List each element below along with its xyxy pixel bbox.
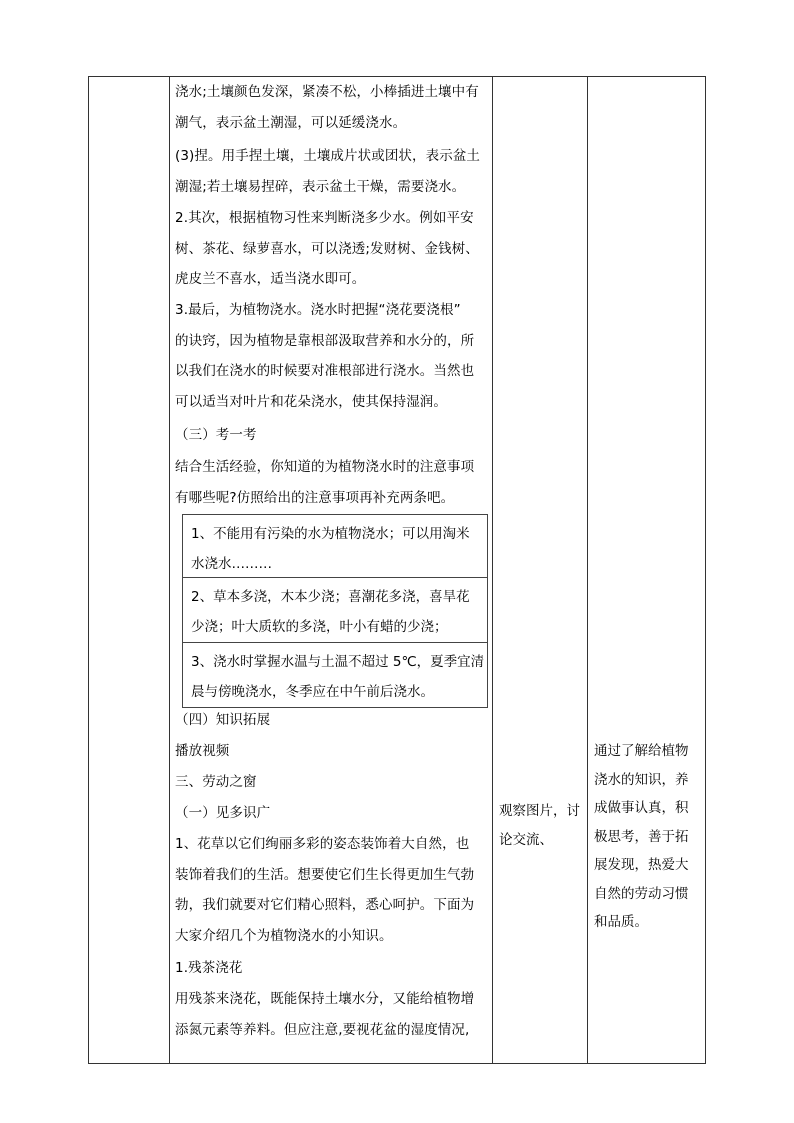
text-line: 3.最后，为植物浇水。浇水时把握“浇花要浇根” [175,302,461,318]
heading-leftover-tea [175,953,491,984]
text-line: 装饰着我们的生活。想要使它们生长得更加生气勃 [175,866,475,883]
text-line: 有哪些呢?仿照给出的注意事项再补充两条吧。 [175,489,455,506]
text-line: 可以适当对叶片和花朵浇水，使其保持湿润。 [175,393,447,410]
text-play-video [175,736,491,767]
text-line: 1.残茶浇花 [175,960,243,976]
text-line: 展发现，热爱大 [594,857,689,873]
note-cell [183,515,487,578]
design-intent-text [594,737,689,937]
paragraph-habit [175,203,491,295]
text-line: 2、草本多浇，木本少浇；喜潮花多浇，喜旱花 [191,589,470,605]
text-line: 和品质。 [594,914,648,930]
heading-quiz [175,420,491,451]
paragraph-soil-check [175,77,491,138]
heading-knowledge-extension [175,705,491,736]
text-line: 通过了解给植物 [594,743,689,759]
note-cell [183,578,487,643]
heading-labor-window [175,767,491,798]
text-line: 成做事认真，积 [594,800,689,816]
text-line: 虎皮兰不喜水，适当浇水即可。 [175,271,366,287]
text-line: 1、花草以它们绚丽多彩的姿态装饰着大自然，也 [175,836,470,852]
text-line: 的诀窍，因为植物是靠根部汲取营养和水分的，所 [175,332,475,349]
text-line: 潮湿;若土壤易捏碎，表示盆土干燥，需要浇水。 [175,178,466,195]
text-line: 添氮元素等养料。但应注意,要视花盆的湿度情况, [175,1021,470,1038]
text-line: 观察图片，讨 [499,803,580,819]
student-activity-column [493,77,587,1063]
text-line: 浇水的知识，养 [594,771,689,788]
text-line: 论交流、 [499,831,553,848]
student-activity-text [499,797,580,854]
text-line: 少浇；叶大质软的多浇，叶小有蜡的少浇； [191,619,448,635]
teaching-content-column [170,77,492,1063]
paragraph-flowers [175,829,491,951]
text-line: 三、劳动之窗 [175,774,257,790]
text-line: 用残茶来浇花，既能保持土壤水分，又能给植物增 [175,991,475,1007]
text-line: （四）知识拓展 [175,712,271,728]
text-line: 结合生活经验，你知道的为植物浇水时的注意事项 [175,459,475,475]
note-cell [183,643,487,707]
text-line: 潮气，表示盆土潮湿，可以延缓浇水。 [175,114,407,131]
text-line: 勃，我们就要对它们精心照料，悉心呵护。下面为 [175,897,475,913]
paragraph-water-roots [175,295,491,417]
text-line: 晨与傍晚浇水，冬季应在中午前后浇水。 [191,684,434,700]
text-line: 3、浇水时掌握水温与土温不超过 5℃，夏季宜清 [191,654,485,670]
heading-broad-knowledge [175,798,491,829]
text-line: （三）考一考 [175,427,257,443]
text-line: 以我们在浇水的时候要对准根部进行浇水。当然也 [175,363,475,379]
paragraph-leftover-tea [175,984,491,1045]
design-intent-column [588,77,706,1063]
text-line: 水浇水……… [191,556,272,572]
paragraph-quiz-prompt [175,452,491,513]
text-line: 1、不能用有污染的水为植物浇水；可以用淘米 [191,526,470,542]
notes-table [182,514,488,708]
text-line: 2.其次，根据植物习性来判断浇多少水。例如平安 [175,210,474,226]
lesson-table [88,76,706,1064]
text-line: 极思考，善于拓 [594,828,689,845]
text-line: 浇水;土壤颜色发深，紧凑不松，小棒插进土壤中有 [175,84,479,100]
text-line: (3)捏。用手捏土壤，土壤成片状或团状，表示盆土 [175,148,481,164]
text-line: 大家介绍几个为植物浇水的小知识。 [175,927,393,944]
text-line: 自然的劳动习惯 [594,885,689,902]
paragraph-pinch [175,141,491,202]
text-line: （一）见多识广 [175,805,271,821]
text-line: 播放视频 [175,743,230,759]
text-line: 树、茶花、绿萝喜水，可以浇透;发财树、金钱树、 [175,240,479,257]
